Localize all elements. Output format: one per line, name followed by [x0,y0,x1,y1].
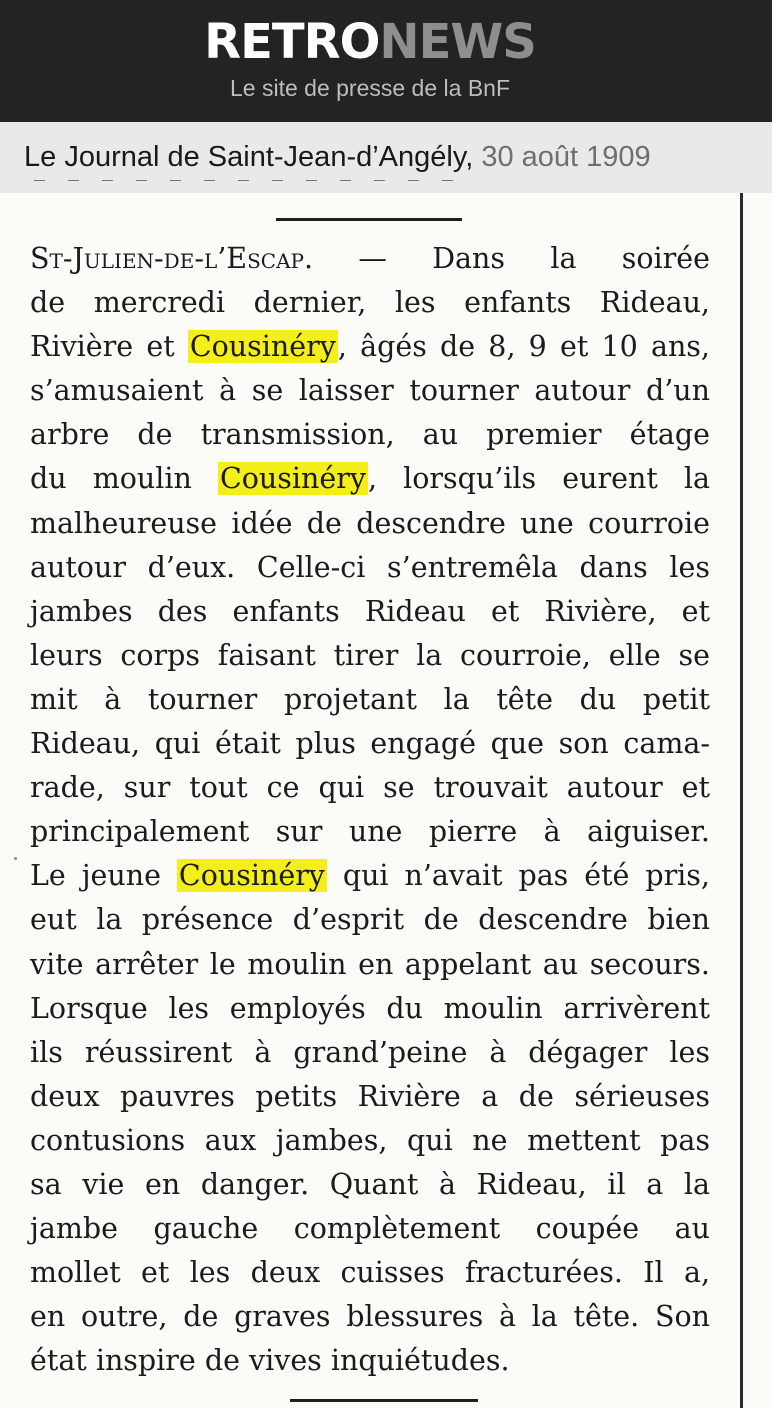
article-separator-top [276,218,462,221]
article-text [30,237,710,1383]
search-highlight: Cousinéry [219,462,366,496]
logo-news: NEWS [379,14,536,70]
article-line: autour d’eux. Celle-ci s’entremêla dans les [30,550,710,584]
journal-name: Le Journal de Saint-Jean-d’Angély, [24,141,474,173]
article-line: de mercredi dernier, les enfants Rideau, [30,286,710,320]
source-title [24,139,764,175]
article-line: Le jeune Cousinéry qui n’avait pas été pris, [30,859,710,893]
site-header [0,0,772,122]
issue-date: 30 août 1909 [481,141,651,173]
article-line: malheureuse idée de descendre une courroie [30,506,710,540]
article-line: Rivière et Cousinéry, âgés de 8, 9 et 10 ans, [30,330,710,364]
paper-speck [14,857,17,860]
article-line: rade, sur tout ce qui se trouvait autour et [30,771,710,805]
article-line: du moulin Cousinéry, lorsqu’ils eurent la [30,462,710,496]
cropped-previous-line: ‾ ‾ ‾ ‾ ‾ ‾ ‾ ‾ ‾ ‾ ‾ ‾ ‾ [34,178,461,203]
newspaper-scan [0,178,772,1408]
article-line: deux pauvres petits Rivière a de sérieuses [30,1079,710,1113]
article-line: en outre, de graves blessures à la tête. Son [30,1300,710,1334]
article-line: principalement sur une pierre à aiguiser. [30,815,710,849]
search-highlight: Cousinéry [189,330,336,364]
site-tagline: Le site de presse de la BnF [230,75,510,101]
article-line: s’amusaient à se laisser tourner autour d’un [30,374,710,408]
article-line: sa vie en danger. Quant à Rideau, il a la [30,1167,710,1201]
article-line: mollet et les deux cuisses fracturées. Il a, [30,1256,710,1290]
retronews-logo[interactable] [0,14,740,70]
article-line: Rideau, qui était plus engagé que son cama- [30,727,710,761]
article-line: vite arrêter le moulin en appelant au secours. [30,947,710,981]
article-separator-bottom [290,1399,478,1402]
logo-retro: RETRO [204,14,380,70]
article-line: St-Julien-de-l’Escap. — Dans la soirée [30,242,710,275]
article-line: Lorsque les employés du moulin arrivèrent [30,991,710,1025]
column-rule [740,193,743,1408]
search-highlight: Cousinéry [178,859,325,893]
article-line: jambe gauche complètement coupée au [30,1212,710,1246]
article-line: état inspire de vives inquiétudes. [30,1344,510,1378]
article-line: eut la présence d’esprit de descendre bien [30,903,710,937]
article-line: leurs corps faisant tirer la courroie, elle se [30,638,710,672]
article-line: ils réussirent à grand’peine à dégager les [30,1035,710,1069]
article-line: contusions aux jambes, qui ne mettent pas [30,1123,710,1157]
article-line: mit à tourner projetant la tête du petit [30,682,710,716]
article-line: arbre de transmission, au premier étage [30,418,710,452]
article-line: jambes des enfants Rideau et Rivière, et [30,594,710,628]
